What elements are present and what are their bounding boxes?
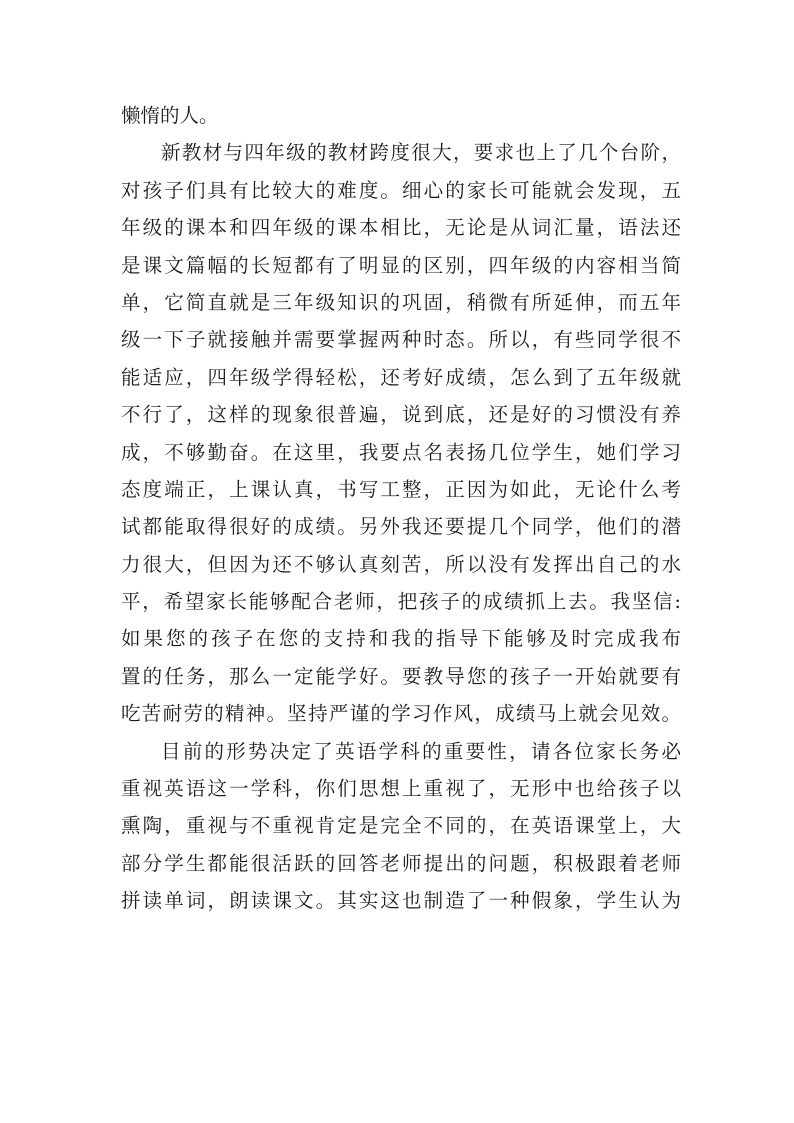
text-line: 熏陶，重视与不重视肯定是完全不同的，在英语课堂上，大 <box>121 814 681 838</box>
text-line: 置的任务，那么一定能学好。要教导您的孩子一开始就要有 <box>121 664 681 688</box>
text-line: 对孩子们具有比较大的难度。细心的家长可能就会发现，五 <box>121 178 681 202</box>
body-text <box>121 97 681 920</box>
text-line: 态度端正，上课认真，书写工整，正因为如此，无论什么考 <box>121 477 681 501</box>
text-line: 平，希望家长能够配合老师，把孩子的成绩抓上去。我坚信: <box>121 590 681 614</box>
text-line: 能适应，四年级学得轻松，还考好成绩，怎么到了五年级就 <box>121 365 681 389</box>
text-line: 年级的课本和四年级的课本相比，无论是从词汇量，语法还 <box>121 216 681 240</box>
text-line: 不行了，这样的现象很普遍，说到底，还是好的习惯没有养 <box>121 403 681 427</box>
text-line: 力很大，但因为还不够认真刻苦，所以没有发挥出自己的水 <box>121 552 681 576</box>
text-line: 单，它简直就是三年级知识的巩固，稍微有所延伸，而五年 <box>121 290 681 314</box>
text-line: 是课文篇幅的长短都有了明显的区别，四年级的内容相当简 <box>121 253 681 277</box>
text-line: 如果您的孩子在您的支持和我的指导下能够及时完成我布 <box>121 627 681 651</box>
text-line: 试都能取得很好的成绩。另外我还要提几个同学，他们的潜 <box>121 515 681 539</box>
text-line: 重视英语这一学科，你们思想上重视了，无形中也给孩子以 <box>121 777 681 801</box>
paragraph-first-line: 新教材与四年级的教材跨度很大，要求也上了几个台阶， <box>161 141 681 165</box>
text-line: 拼读单词，朗读课文。其实这也制造了一种假象，学生认为 <box>121 889 681 913</box>
text-line: 成，不够勤奋。在这里，我要点名表扬几位学生，她们学习 <box>121 440 681 464</box>
text-line: 级一下子就接触并需要掌握两种时态。所以，有些同学很不 <box>121 328 681 352</box>
text-line: 吃苦耐劳的精神。坚持严谨的学习作风，成绩马上就会见效。 <box>121 702 681 726</box>
text-line: 部分学生都能很活跃的回答老师提出的问题，积极跟着老师 <box>121 851 681 875</box>
text-line: 懒惰的人。 <box>121 104 219 127</box>
paragraph-first-line: 目前的形势决定了英语学科的重要性，请各位家长务必 <box>161 739 681 763</box>
